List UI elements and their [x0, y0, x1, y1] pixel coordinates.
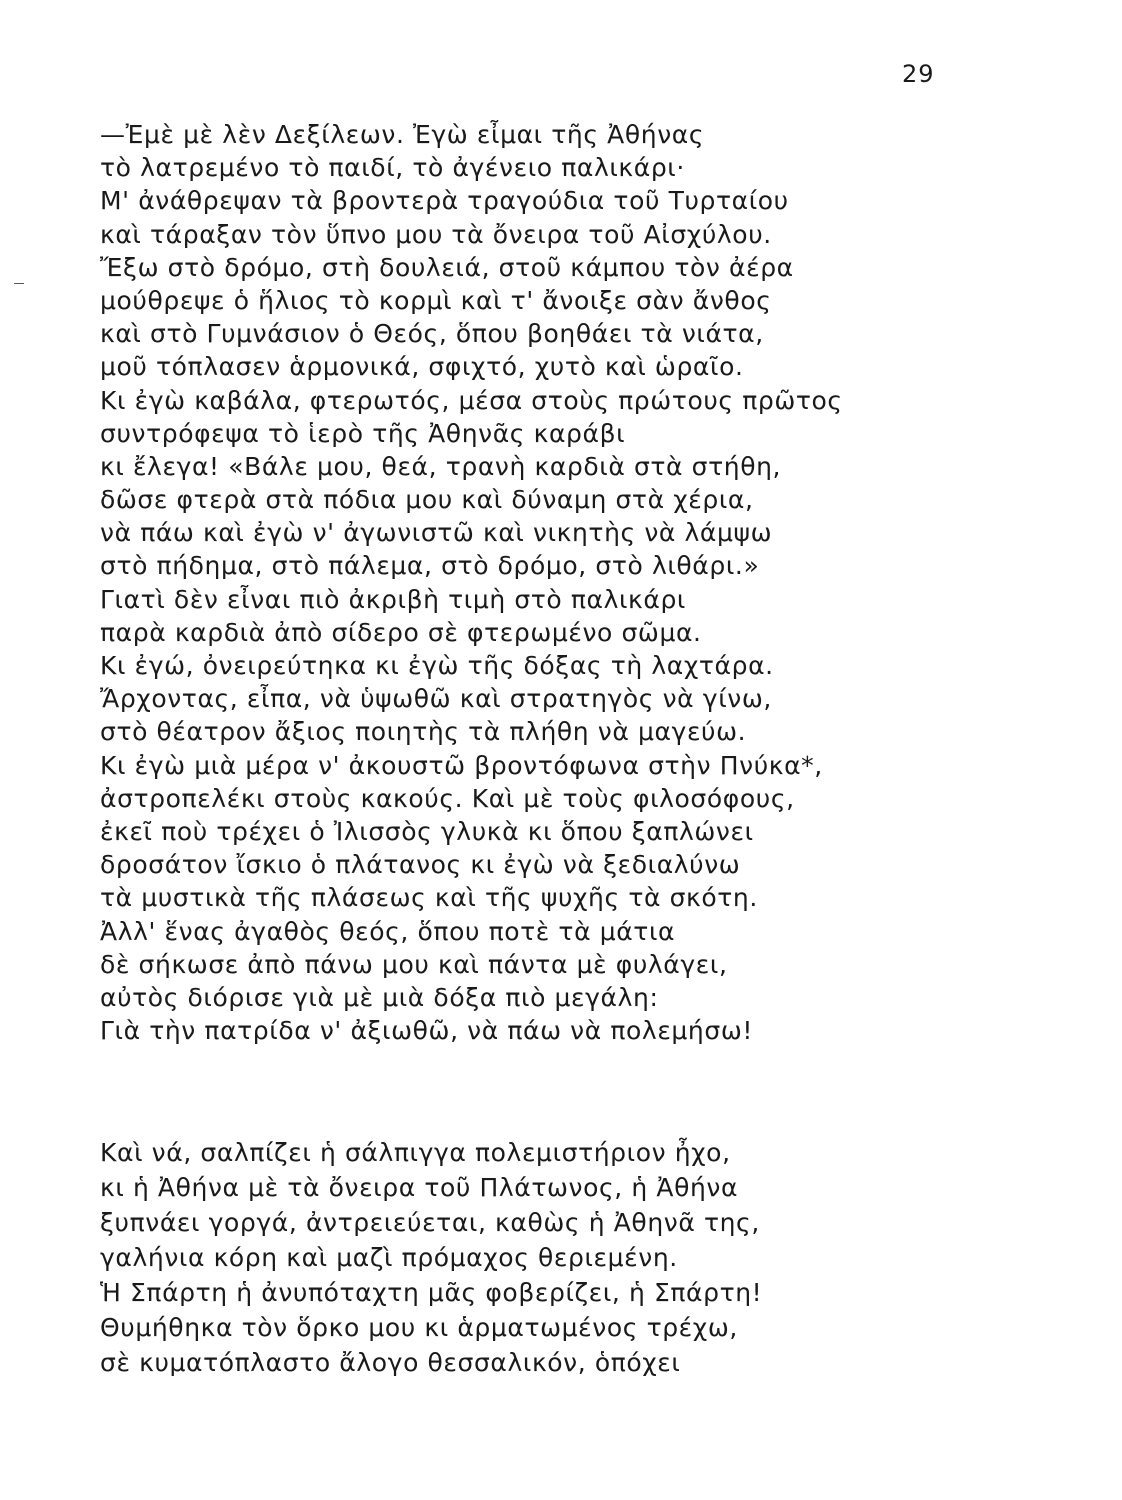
margin-mark: [14, 283, 24, 284]
verse-line: Κι ἐγὼ μιὰ μέρα ν' ἀκουστῶ βροντόφωνα στὴν Πνύκα*,: [100, 750, 823, 780]
verse-line: ξυπνάει γοργά, ἀντρειεύεται, καθὼς ἡ Ἀθηνᾶ της,: [100, 1208, 760, 1237]
verse-line: —Ἐμὲ μὲ λὲν Δεξίλεων. Ἐγὼ εἶμαι τῆς Ἀθήνας: [100, 120, 705, 149]
verse-line: συντρόφεψα τὸ ἱερὸ τῆς Ἀθηνᾶς καράβι: [100, 418, 626, 448]
verse-line: παρὰ καρδιὰ ἀπὸ σίδερο σὲ φτερωμένο σῶμα.: [100, 617, 702, 647]
verse-line: δὲ σήκωσε ἀπὸ πάνω μου καὶ πάντα μὲ φυλάγει,: [100, 949, 728, 979]
verse-line: σὲ κυματόπλαστο ἄλογο θεσσαλικόν, ὁπόχει: [100, 1348, 681, 1377]
verse-line: Γιατὶ δὲν εἶναι πιὸ ἀκριβὴ τιμὴ στὸ παλικάρι: [100, 584, 686, 614]
verse-line: Κι ἐγώ, ὀνειρεύτηκα κι ἐγὼ τῆς δόξας τὴ λαχτάρα.: [100, 651, 774, 680]
verse-line: νὰ πάω καὶ ἐγὼ ν' ἀγωνιστῶ καὶ νικητὴς νὰ λάμψω: [100, 518, 773, 548]
verse-line: μούθρεψε ὁ ἥλιος τὸ κορμὶ καὶ τ' ἄνοιξε σὰν ἄνθος: [100, 285, 772, 315]
stanza-1: [100, 118, 1100, 1047]
verse-line: Καὶ νά, σαλπίζει ἡ σάλπιγγα πολεμιστήριον ἦχο,: [100, 1138, 731, 1167]
verse-line: Μ' ἀνάθρεψαν τὰ βροντερὰ τραγούδια τοῦ Τυρταίου: [100, 186, 789, 216]
verse-line: αὐτὸς διόρισε γιὰ μὲ μιὰ δόξα πιὸ μεγάλη:: [100, 982, 659, 1012]
verse-line: καὶ στὸ Γυμνάσιον ὁ Θεός, ὅπου βοηθάει τὰ νιάτα,: [100, 319, 764, 349]
verse-line: Θυμήθηκα τὸν ὅρκο μου κι ἁρματωμένος τρέχω,: [100, 1313, 738, 1342]
verse-line: Κι ἐγὼ καβάλα, φτερωτός, μέσα στοὺς πρώτους πρῶτος: [100, 385, 843, 415]
verse-line: Ἄρχοντας, εἶπα, νὰ ὑψωθῶ καὶ στρατηγὸς νὰ γίνω,: [100, 684, 772, 714]
verse-line: δροσάτον ἴσκιο ὁ πλάτανος κι ἐγὼ νὰ ξεδιαλύνω: [100, 850, 741, 880]
verse-line: γαλήνια κόρη καὶ μαζὶ πρόμαχος θεριεμένη.: [100, 1243, 678, 1272]
verse-line: στὸ πήδημα, στὸ πάλεμα, στὸ δρόμο, στὸ λιθάρι.»: [100, 551, 760, 581]
verse-line: καὶ τάραξαν τὸν ὕπνο μου τὰ ὄνειρα τοῦ Αἰσχύλου.: [100, 219, 772, 249]
verse-line: Ἔξω στὸ δρόμο, στὴ δουλειά, στοῦ κάμπου τὸν ἀέρα: [100, 252, 794, 282]
verse-line: Ἀλλ' ἕνας ἀγαθὸς θεός, ὅπου ποτὲ τὰ μάτια: [100, 916, 676, 946]
verse-line: ἀστροπελέκι στοὺς κακούς. Καὶ μὲ τοὺς φιλοσόφους,: [100, 783, 795, 813]
verse-line: τὸ λατρεμένο τὸ παιδί, τὸ ἀγένειο παλικάρι·: [100, 153, 685, 183]
stanza-2: [100, 1135, 1100, 1380]
verse-line: μοῦ τόπλασεν ἁρμονικά, σφιχτό, χυτὸ καὶ ὡραῖο.: [100, 352, 744, 382]
verse-line: στὸ θέατρον ἄξιος ποιητὴς τὰ πλήθη νὰ μαγεύω.: [100, 717, 747, 747]
verse-line: δῶσε φτερὰ στὰ πόδια μου καὶ δύναμη στὰ χέρια,: [100, 485, 754, 515]
page-number: 29: [902, 60, 935, 88]
verse-line: κι ἔλεγα! «Βάλε μου, θεά, τρανὴ καρδιὰ στὰ στήθη,: [100, 451, 782, 481]
verse-line: Γιὰ τὴν πατρίδα ν' ἀξιωθῶ, νὰ πάω νὰ πολεμήσω!: [100, 1016, 753, 1046]
verse-line: Ἡ Σπάρτη ἡ ἀνυπόταχτη μᾶς φοβερίζει, ἡ Σπάρτη!: [100, 1278, 763, 1307]
verse-line: κι ἡ Ἀθήνα μὲ τὰ ὄνειρα τοῦ Πλάτωνος, ἡ Ἀθήνα: [100, 1173, 739, 1202]
verse-line: ἐκεῖ ποὺ τρέχει ὁ Ἰλισσὸς γλυκὰ κι ὅπου ξαπλώνει: [100, 816, 754, 846]
verse-line: τὰ μυστικὰ τῆς πλάσεως καὶ τῆς ψυχῆς τὰ σκότη.: [100, 883, 758, 913]
